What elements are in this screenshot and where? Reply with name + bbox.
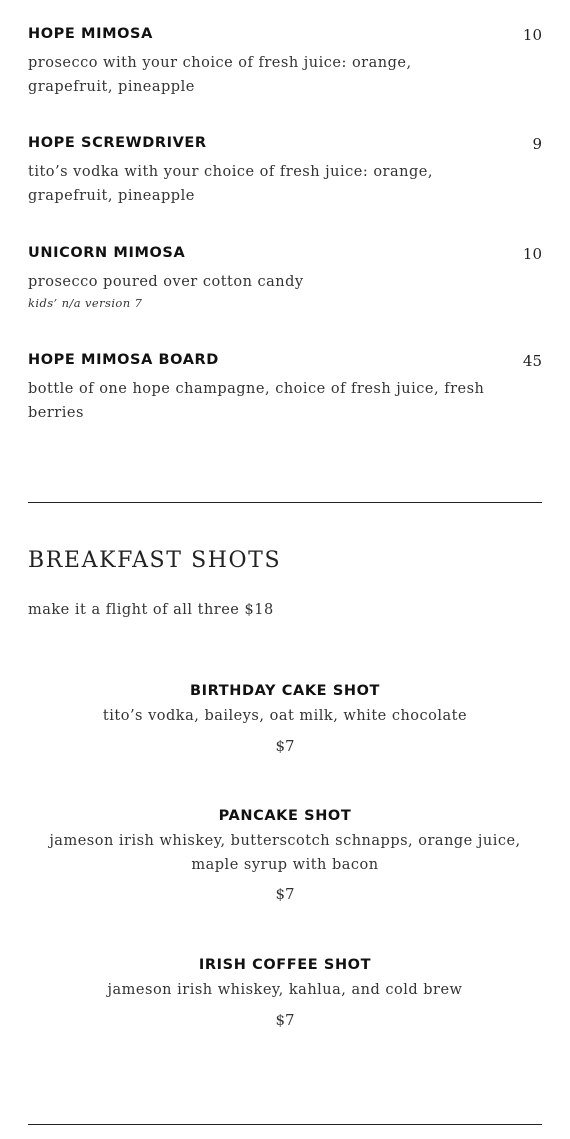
shot-item-birthday-cake	[28, 683, 542, 755]
menu-item-name: HOPE MIMOSA	[28, 26, 153, 42]
menu-item-hope-mimosa-board	[28, 352, 542, 425]
shot-price: $7	[275, 885, 295, 903]
menu-item-description: prosecco poured over cotton candy	[28, 274, 304, 290]
shot-description: jameson irish whiskey, butterscotch schnapps, orange juice, maple syrup with bacon	[49, 833, 521, 873]
section-subtitle: make it a flight of all three $18	[28, 602, 274, 618]
menu-item-price: 9	[532, 135, 542, 153]
shot-price: $7	[275, 1010, 295, 1029]
shot-description: tito’s vodka, baileys, oat milk, white chocolate	[102, 708, 468, 724]
shot-price: $7	[275, 736, 295, 755]
menu-item-description: bottle of one hope champagne, choice of fresh juice, fresh berries	[28, 381, 485, 421]
menu-item-unicorn-mimosa	[28, 245, 542, 310]
menu-item-note: kids’ n/a version 7	[28, 295, 143, 310]
menu-item-name: HOPE MIMOSA BOARD	[28, 352, 219, 368]
menu-item-description: tito’s vodka with your choice of fresh juice: orange, grapefruit, pineapple	[28, 164, 433, 204]
menu-item-price: 10	[522, 245, 542, 263]
menu-item-hope-mimosa	[28, 26, 542, 99]
menu-item-name: UNICORN MIMOSA	[28, 245, 186, 261]
section-divider	[28, 502, 542, 503]
section-title: BREAKFAST SHOTS	[28, 548, 282, 573]
shot-name: PANCAKE SHOT	[218, 808, 352, 824]
shot-name: BIRTHDAY CAKE SHOT	[189, 683, 381, 699]
shot-name: IRISH COFFEE SHOT	[198, 957, 372, 973]
menu-item-hope-screwdriver	[28, 135, 542, 208]
menu-item-price: 45	[522, 352, 542, 370]
menu-item-name: HOPE SCREWDRIVER	[28, 135, 207, 151]
shot-item-pancake	[28, 808, 542, 903]
section-divider	[28, 1124, 542, 1125]
menu-item-header	[28, 352, 542, 372]
shot-item-irish-coffee	[28, 957, 542, 1029]
menu-item-description: prosecco with your choice of fresh juice: orange, grapefruit, pineapple	[28, 55, 412, 95]
menu-item-header	[28, 26, 542, 46]
menu-item-header	[28, 245, 542, 265]
shot-description: jameson irish whiskey, kahlua, and cold brew	[107, 982, 463, 998]
menu-item-price: 10	[522, 26, 542, 44]
menu-item-header	[28, 135, 542, 155]
